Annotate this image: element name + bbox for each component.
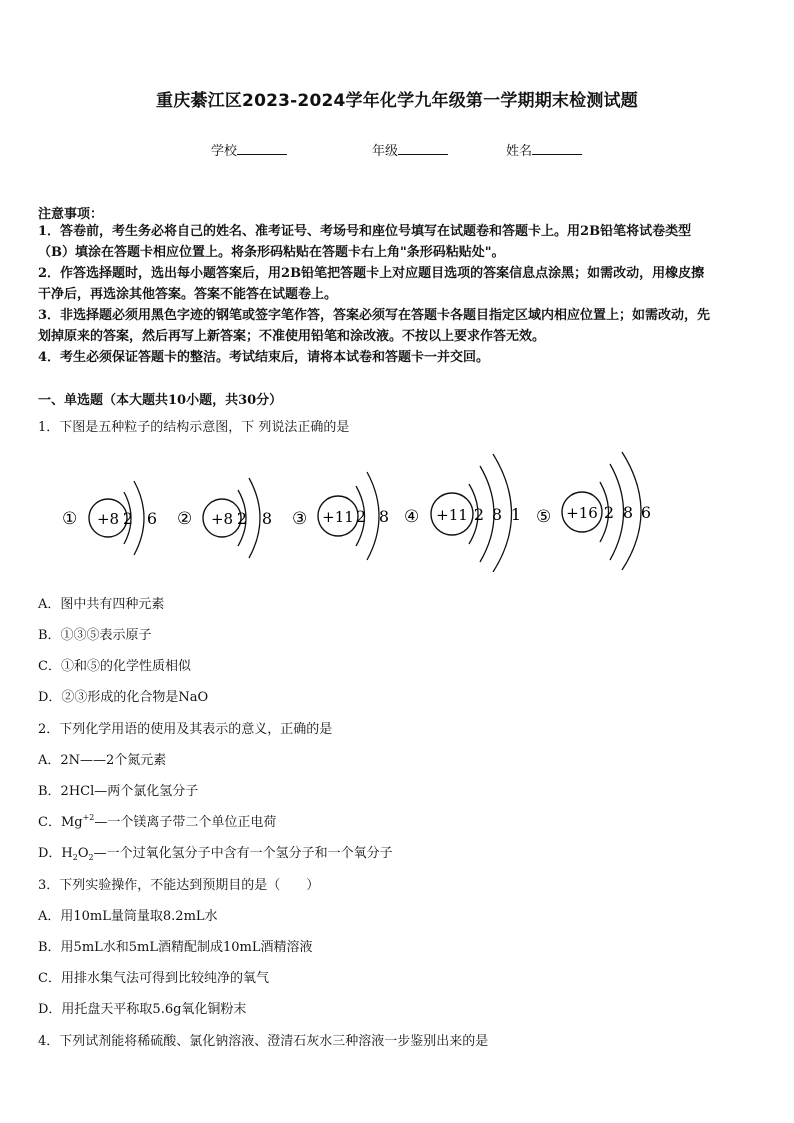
q2-option-d-prefix: D．H xyxy=(38,846,73,861)
q2-option-d-text: —一个过氧化氢分子中含有一个氢分子和一个氧分子 xyxy=(93,846,393,861)
school-label: 学校 xyxy=(211,144,238,159)
particle-1 xyxy=(62,481,157,555)
particle-2-electrons: 8 xyxy=(261,509,273,528)
particle-4-number: ④ xyxy=(404,507,420,527)
particle-5-electrons: 6 xyxy=(640,503,652,522)
particle-4 xyxy=(404,454,521,572)
grade-field xyxy=(372,140,448,159)
particle-4-electrons: 1 xyxy=(510,505,522,524)
particle-structure-diagram xyxy=(56,448,676,572)
name-label: 姓名 xyxy=(506,144,533,159)
q2-option-c xyxy=(38,811,276,830)
particle-1-shell xyxy=(134,481,144,555)
q3-option-d: D．用托盘天平称取5.6g氧化铜粉末 xyxy=(38,1002,247,1017)
q2-option-c-prefix: C．Mg xyxy=(38,815,83,830)
question-1-stem: 1．下图是五种粒子的结构示意图，下 列说法正确的是 xyxy=(38,420,350,435)
particle-5-electrons: 8 xyxy=(622,503,634,522)
particle-3-number: ③ xyxy=(292,509,308,529)
particle-5-number: ⑤ xyxy=(536,507,552,527)
q3-option-c: C．用排水集气法可得到比较纯净的氧气 xyxy=(38,971,269,986)
particle-3 xyxy=(292,472,389,560)
q1-option-a: A．图中共有四种元素 xyxy=(38,597,165,612)
note-line: （B）填涂在答题卡相应位置上。将条形码粘贴在答题卡右上角"条形码粘贴处"。 xyxy=(38,245,505,260)
note-line: 干净后，再选涂其他答案。答案不能答在试题卷上。 xyxy=(38,287,338,302)
particle-5 xyxy=(536,452,651,570)
q2-option-c-text: —一个镁离子带二个单位正电荷 xyxy=(94,815,277,830)
note-line: 2．作答选择题时，选出每小题答案后，用2B铅笔把答题卡上对应题目选项的答案信息点涂黑；如需改动，用橡皮擦 xyxy=(38,266,705,281)
notes-heading: 注意事项： xyxy=(38,207,104,222)
particle-1-electrons: 6 xyxy=(146,509,158,528)
particle-2-shell xyxy=(249,478,260,558)
q3-option-a: A．用10mL量筒量取8.2mL水 xyxy=(38,909,218,924)
particle-1-electrons: 2 xyxy=(122,509,134,528)
question-4-stem: 4．下列试剂能将稀硫酸、氯化钠溶液、澄清石灰水三种溶液一步鉴别出来的是 xyxy=(38,1034,489,1049)
q2-option-d-subscript: 2 xyxy=(72,853,78,862)
q1-option-c: C．①和⑤的化学性质相似 xyxy=(38,659,191,674)
question-2-stem: 2．下列化学用语的使用及其表示的意义，正确的是 xyxy=(38,722,333,737)
particle-2-electrons: 2 xyxy=(236,509,248,528)
particle-5-electrons: 2 xyxy=(603,503,615,522)
note-line: 3．非选择题必须用黑色字迹的钢笔或签字笔作答，答案必须写在答题卡各题目指定区域内相应位置上；如需改动，先 xyxy=(38,308,711,323)
particle-4-charge: +11 xyxy=(436,506,468,524)
q3-option-b: B．用5mL水和5mL酒精配制成10mL酒精溶液 xyxy=(38,940,313,955)
particle-4-electrons: 8 xyxy=(491,505,503,524)
name-blank xyxy=(532,140,582,155)
q2-option-d-mid: O xyxy=(77,846,89,861)
grade-blank xyxy=(398,140,448,155)
page-title: 重庆綦江区2023-2024学年化学九年级第一学期期末检测试题 xyxy=(156,91,638,111)
q1-option-b: B．①③⑤表示原子 xyxy=(38,628,152,643)
section-heading: 一、单选题（本大题共10小题，共30分） xyxy=(38,393,283,408)
particle-4-electrons: 2 xyxy=(473,505,485,524)
note-line: 划掉原来的答案，然后再写上新答案；不准使用铅笔和涂改液。不按以上要求作答无效。 xyxy=(38,329,546,344)
school-blank xyxy=(237,140,287,155)
particle-5-charge: +16 xyxy=(566,504,598,522)
particle-3-electrons: 2 xyxy=(355,507,367,526)
particle-3-charge: +11 xyxy=(322,508,354,526)
name-field xyxy=(506,140,582,159)
q2-option-b: B．2HCl—两个氯化氢分子 xyxy=(38,784,199,799)
particle-1-number: ① xyxy=(62,509,78,529)
q2-option-d xyxy=(38,842,393,862)
q2-option-c-superscript: +2 xyxy=(82,813,95,822)
particle-3-shell xyxy=(367,472,379,560)
particle-3-electrons: 8 xyxy=(378,507,390,526)
q2-option-d-subscript: 2 xyxy=(88,853,94,862)
particle-2-charge: +8 xyxy=(210,510,234,528)
question-3-stem: 3．下列实验操作，不能达到预期目的是（ ） xyxy=(38,878,320,893)
particle-2 xyxy=(177,478,272,558)
q1-option-d: D．②③形成的化合物是NaO xyxy=(38,690,209,705)
q2-option-a: A．2N——2个氮元素 xyxy=(38,753,167,768)
grade-label: 年级 xyxy=(372,144,399,159)
particle-2-number: ② xyxy=(177,509,193,529)
particle-1-charge: +8 xyxy=(96,510,120,528)
note-line: 1．答卷前，考生务必将自己的姓名、准考证号、考场号和座位号填写在试题卷和答题卡上。用2B铅笔将试卷类型 xyxy=(38,224,692,239)
school-field xyxy=(211,140,287,159)
note-line: 4．考生必须保证答题卡的整洁。考试结束后，请将本试卷和答题卡一并交回。 xyxy=(38,350,490,365)
